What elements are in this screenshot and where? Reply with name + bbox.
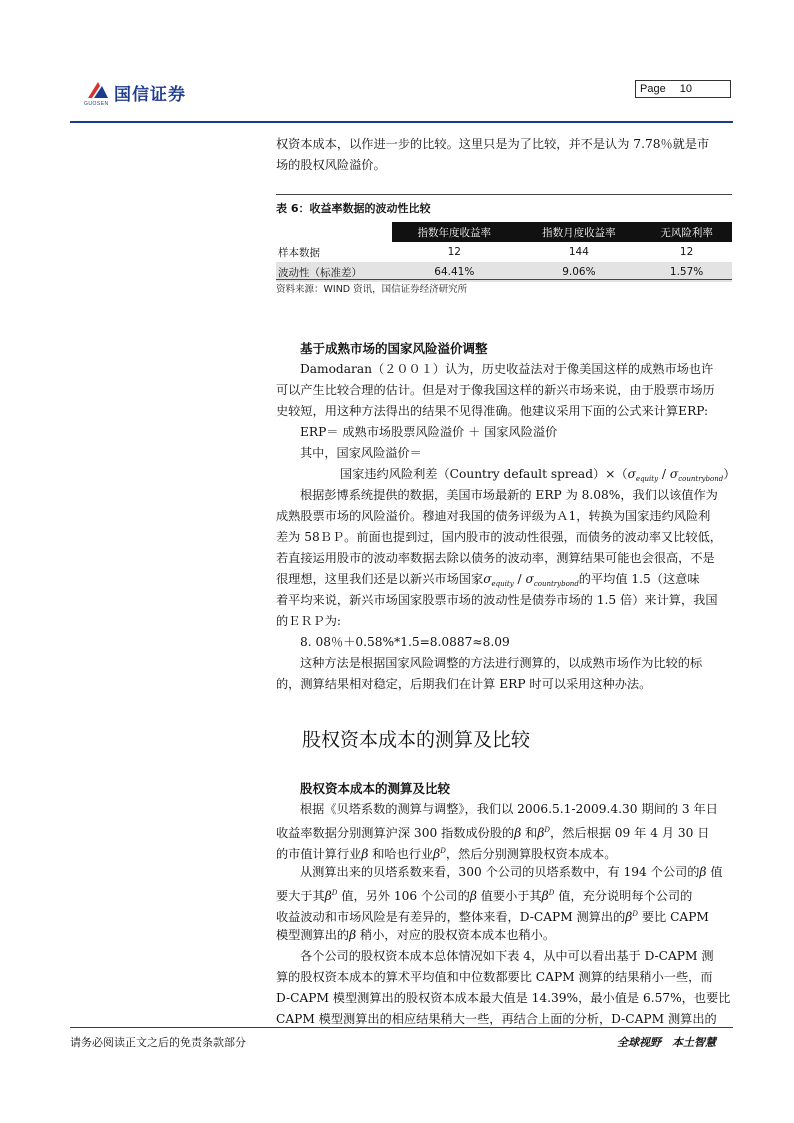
sigma-symbol: σ xyxy=(525,572,534,586)
beta-symbol: β xyxy=(514,826,522,840)
text-span: 很理想，这里我们还是以新兴市场国家 xyxy=(276,572,484,586)
section-heading: 股权资本成本的测算及比较 xyxy=(300,781,451,796)
text-line: 的，测算结果相对稳定，后期我们在计算 ERP 时可以采用这种办法。 xyxy=(276,677,652,691)
text-span: 的市值计算行业 xyxy=(276,847,362,861)
footer-rule xyxy=(70,1027,733,1028)
text-span: ，然后分别测算股权资本成本。 xyxy=(445,847,617,861)
text-span: ，然后根据 09 年 4 月 30 日 xyxy=(549,826,710,840)
table-header-row xyxy=(276,222,732,242)
beta-symbol: β xyxy=(699,865,707,879)
text-line xyxy=(276,904,732,925)
table-header-cell: 指数月度收益率 xyxy=(517,222,642,242)
text-line: Damodaran（２００１）认为，历史收益法对于像美国这样的成熟市场也许 xyxy=(300,362,714,376)
beta-symbol: β xyxy=(324,889,332,903)
table-header-cell: 指数年度收益率 xyxy=(392,222,517,242)
beta-symbol: β xyxy=(349,928,357,942)
text-span: 收益率数据分别测算沪深 300 指数成份股的 xyxy=(276,826,515,840)
text-span: 要比 CAPM xyxy=(637,910,709,924)
text-span: 值，充分说明每个公司的 xyxy=(554,889,693,903)
page-label: Page xyxy=(640,83,666,95)
beta-symbol: β xyxy=(433,847,441,861)
text-span: 和 xyxy=(521,826,538,840)
section-heading: 基于成熟市场的国家风险溢价调整 xyxy=(300,341,488,356)
page-number: 10 xyxy=(679,83,692,95)
text-line: 差为 58ＢＰ。前面也提到过，国内股市的波动性很强，而债务的波动率又比较低， xyxy=(276,530,722,544)
beta-symbol: β xyxy=(361,847,369,861)
formula-line: ERP＝ 成熟市场股票风险溢价 ＋ 国家风险溢价 xyxy=(300,425,558,439)
table-cell: 9.06% xyxy=(517,262,642,282)
beta-symbol: β xyxy=(541,889,549,903)
erp-section xyxy=(276,338,736,695)
text-span: 的平均值 1.5（这意味 xyxy=(578,572,700,586)
slash: / xyxy=(513,572,526,586)
cost-section xyxy=(276,778,732,1030)
text-line: 着平均来说，新兴市场国家股票市场的波动性是债券市场的 1.5 倍）来计算，我国 xyxy=(276,593,718,607)
slash: / xyxy=(658,467,670,481)
superscript-d: D xyxy=(632,910,638,918)
company-logo-subtext: GUOSEN xyxy=(84,101,109,107)
superscript-d: D xyxy=(548,889,555,897)
subscript-countrybond: countrybond xyxy=(678,475,724,483)
text-line: 场的股权风险溢价。 xyxy=(276,158,386,172)
text-line xyxy=(276,883,732,904)
text-span: 模型测算出的 xyxy=(276,928,350,942)
text-line: 算的股权资本成本的算术平均值和中位数都要比 CAPM 测算的结果稍小一些，而 xyxy=(276,970,713,984)
subscript-equity: equity xyxy=(635,475,659,483)
intro-paragraph xyxy=(276,134,732,176)
superscript-d: D xyxy=(440,847,446,855)
table-cell: 64.41% xyxy=(392,262,517,282)
table-header-cell xyxy=(276,222,392,242)
table-source: 资料来源：WIND 资讯，国信证券经济研究所 xyxy=(276,284,468,295)
text-span: 值，另外 106 个公司的 xyxy=(337,889,470,903)
formula-text: 国家违约风险利差（Country default spread）×（ xyxy=(340,467,628,481)
text-line xyxy=(276,925,732,946)
table-cell: 12 xyxy=(447,246,461,258)
sigma-symbol: σ xyxy=(627,467,636,481)
text-line: 根据《贝塔系数的测算与调整》，我们以 2006.5.1-2009.4.30 期间的 3 年日 xyxy=(300,802,718,816)
beta-symbol: β xyxy=(469,889,477,903)
beta-symbol: β xyxy=(537,826,545,840)
text-line xyxy=(276,569,732,590)
table-cell: 1.57% xyxy=(641,262,732,282)
text-line: 权资本成本，以作进一步的比较。这里只是为了比较，并不是认为 7.78％就是市 xyxy=(276,137,710,151)
text-line: D-CAPM 模型测算出的股权资本成本最大值是 14.39%，最小值是 6.57%，也要比 xyxy=(276,991,731,1005)
text-span: 值要小于其 xyxy=(476,889,542,903)
table-title: 表 6：收益率数据的波动性比较 xyxy=(276,202,431,215)
beta-symbol: β xyxy=(625,910,633,924)
sigma-symbol: σ xyxy=(483,572,492,586)
formula-line: 其中，国家风险溢价＝ xyxy=(300,446,422,460)
table-cell: 样本数据 xyxy=(278,246,320,259)
text-line xyxy=(276,862,732,883)
page-indicator xyxy=(635,80,731,98)
text-span: 收益波动和市场风险是有差异的，整体来看，D-CAPM 测算出的 xyxy=(276,910,626,924)
subscript-equity: equity xyxy=(491,580,514,588)
calculation-line: 8. 08％＋0.58%*1.5=8.0887≈8.09 xyxy=(300,635,510,649)
formula-line xyxy=(276,464,736,485)
text-line: 根据彭博系统提供的数据，美国市场最新的 ERP 为 8.08%，我们以该值作为 xyxy=(300,488,718,502)
table-header-cell: 无风险利率 xyxy=(641,222,732,242)
table-cell: 144 xyxy=(568,246,589,258)
company-logo-text: 国信证券 xyxy=(114,85,186,105)
superscript-d: D xyxy=(331,889,338,897)
text-line: 各个公司的股权资本成本总体情况如下表 4，从中可以看出基于 D-CAPM 测 xyxy=(300,949,714,963)
header-rule xyxy=(70,121,733,123)
chapter-title: 股权资本成本的测算及比较 xyxy=(302,729,531,751)
table-row xyxy=(276,242,732,262)
table-cell: 波动性（标准差） xyxy=(276,262,392,282)
text-span: 从测算出来的贝塔系数来看，300 个公司的贝塔系数中，有 194 个公司的 xyxy=(300,865,700,879)
text-line: 可以产生比较合理的估计。但是对于像我国这样的新兴市场来说，由于股票市场历 xyxy=(276,383,715,397)
text-line: 这种方法是根据国家风险调整的方法进行测算的，以成熟市场作为比较的标 xyxy=(300,656,703,670)
text-line: CAPM 模型测算出的相应结果稍大一些，再结合上面的分析，D-CAPM 测算出的 xyxy=(276,1012,717,1026)
text-line xyxy=(276,841,732,862)
table-bottom-rule xyxy=(276,279,732,280)
text-line xyxy=(276,820,732,841)
table-top-rule xyxy=(276,194,732,195)
guosen-logo-icon xyxy=(84,78,112,102)
table-cell: 12 xyxy=(679,246,694,258)
subscript-countrybond: countrybond xyxy=(533,580,579,588)
text-span: 要大于其 xyxy=(276,889,325,903)
text-span: 稍小，对应的股权资本成本也稍小。 xyxy=(356,928,556,942)
text-line: 史较短，用这种方法得出的结果不见得准确。他建议采用下面的公式来计算ERP: xyxy=(276,404,709,418)
superscript-d: D xyxy=(544,826,550,834)
disclaimer-note: 请务必阅读正文之后的免责条款部分 xyxy=(70,1036,246,1049)
sigma-symbol: σ xyxy=(669,467,679,481)
text-line: 成熟股票市场的风险溢价。穆迪对我国的债务评级为Ａ1，转换为国家违约风险利 xyxy=(276,509,711,523)
formula-text: ） xyxy=(723,467,736,481)
text-span: 和哈也行业 xyxy=(368,847,434,861)
volatility-table xyxy=(276,222,732,282)
text-line: 的ＥＲＰ为: xyxy=(276,614,342,628)
slogan: 全球视野 本土智慧 xyxy=(617,1036,716,1049)
text-line: 若直接运用股市的波动率数据去除以债务的波动率，测算结果可能也会很高，不是 xyxy=(276,551,715,565)
text-span: 值 xyxy=(706,865,723,879)
